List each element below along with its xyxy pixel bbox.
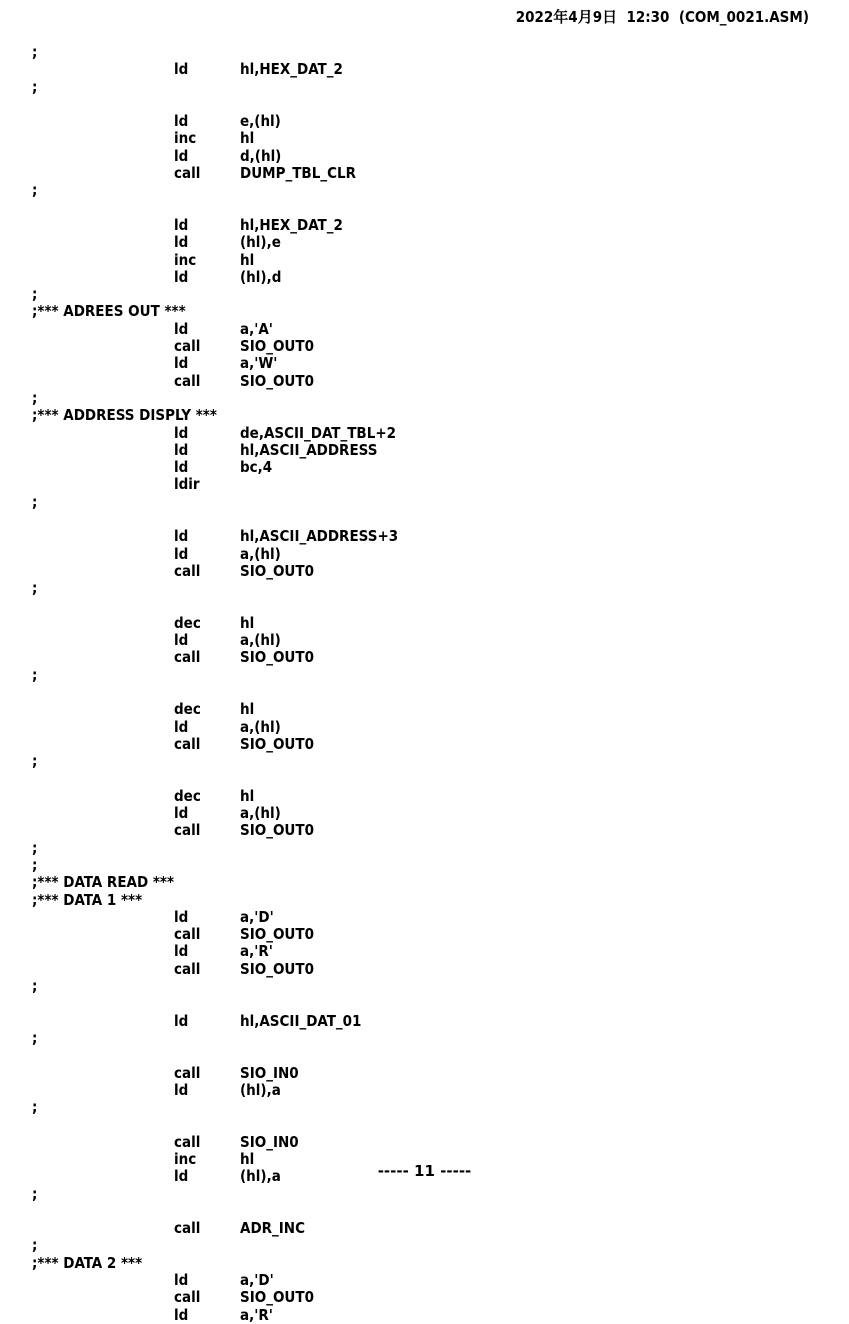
operand: SIO_OUT0 [240,959,314,978]
comment-text: ; [32,1098,38,1117]
comment-line [32,286,832,303]
opcode: call [174,648,201,667]
operand: hl [240,1150,255,1168]
blank-line [32,1116,832,1133]
page-header: 2022年4月9日 12:30 (COM_0021.ASM) [515,8,809,26]
comment-line [32,753,832,770]
comment-text: ;*** DATA 1 *** [32,890,143,909]
opcode: ld [174,319,189,338]
opcode: ld [174,631,189,650]
operand: hl [240,700,255,719]
opcode: ld [174,804,189,823]
blank-line [32,1047,832,1064]
comment-text: ; [32,285,38,304]
code-line [32,1134,832,1151]
opcode: call [174,164,201,183]
operand: a,'D' [240,1271,274,1290]
operand: SIO_OUT0 [240,561,314,580]
comment-line [32,182,832,199]
comment-line [32,1030,832,1047]
operand: SIO_OUT0 [240,337,314,356]
opcode: inc [174,1150,197,1168]
comment-line [32,580,832,597]
opcode: call [174,925,201,944]
comment-line [32,407,832,424]
comment-line [32,79,832,96]
opcode: ld [174,60,189,79]
operand: a,'R' [240,1305,273,1324]
operand: ADR_INC [240,1219,306,1238]
code-line [32,321,832,338]
operand: (hl),d [240,267,282,286]
opcode: ld [174,267,189,286]
code-line [32,926,832,943]
code-line [32,355,832,372]
code-line [32,217,832,234]
operand: SIO_OUT0 [240,1288,314,1307]
operand: (hl),a [240,1080,281,1099]
opcode: call [174,1288,201,1307]
opcode: ld [174,1305,189,1324]
operand: hl,HEX_DAT_2 [240,60,343,79]
code-line [32,234,832,251]
opcode: ld [174,1011,189,1030]
comment-line [32,303,832,320]
comment-line [32,840,832,857]
comment-text: ; [32,579,38,598]
operand: SIO_OUT0 [240,821,314,840]
code-line [32,961,832,978]
opcode: dec [174,700,201,719]
blank-line [32,684,832,701]
opcode: ld [174,1167,189,1186]
comment-text: ; [32,1184,38,1203]
opcode: ld [174,440,189,459]
operand: hl,ASCII_DAT_01 [240,1011,362,1030]
code-line [32,61,832,78]
opcode: ld [174,1271,189,1290]
comment-line [32,390,832,407]
opcode: ld [174,215,189,234]
code-line [32,943,832,960]
code-line [32,701,832,718]
opcode: inc [174,129,197,148]
blank-line [32,511,832,528]
opcode: ld [174,354,189,373]
code-line [32,563,832,580]
comment-text: ; [32,181,38,200]
comment-text: ; [32,752,38,771]
operand: a,'D' [240,907,274,926]
opcode: call [174,561,201,580]
comment-line [32,892,832,909]
code-line [32,373,832,390]
code-line [32,528,832,545]
comment-text: ;*** DATA 2 *** [32,1253,143,1272]
operand: d,(hl) [240,146,282,165]
comment-line [32,494,832,511]
operand: SIO_OUT0 [240,648,314,667]
opcode: call [174,1063,201,1082]
code-line [32,1065,832,1082]
operand: a,(hl) [240,544,281,563]
operand: (hl),e [240,233,281,252]
code-line [32,269,832,286]
operand: hl,ASCII_ADDRESS+3 [240,527,399,546]
operand: a,(hl) [240,804,281,823]
opcode: call [174,959,201,978]
operand: de,ASCII_DAT_TBL+2 [240,423,397,442]
operand: hl [240,250,255,269]
opcode: ld [174,423,189,442]
comment-line [32,1099,832,1116]
comment-text: ; [32,77,38,96]
opcode: call [174,1132,201,1151]
code-line [32,476,832,493]
opcode: ldir [174,475,200,494]
comment-text: ; [32,1028,38,1047]
operand: SIO_IN0 [240,1063,299,1082]
comment-line [32,667,832,684]
code-line [32,649,832,666]
code-line [32,425,832,442]
operand: SIO_OUT0 [240,925,314,944]
operand: SIO_OUT0 [240,371,314,390]
operand: hl,HEX_DAT_2 [240,215,343,234]
operand: hl [240,129,255,148]
opcode: call [174,821,201,840]
code-line [32,736,832,753]
comment-line [32,874,832,891]
comment-text: ; [32,1236,38,1255]
comment-line [32,44,832,61]
opcode: ld [174,146,189,165]
opcode: call [174,1219,201,1238]
code-line [32,805,832,822]
page-number-footer: ----- 11 ----- [377,1162,472,1180]
opcode: ld [174,112,189,131]
operand: (hl),a [240,1167,281,1186]
operand: e,(hl) [240,112,281,131]
operand: a,'A' [240,319,273,338]
opcode: call [174,734,201,753]
code-line [32,130,832,147]
code-line [32,546,832,563]
opcode: ld [174,942,189,961]
operand: a,'R' [240,942,273,961]
opcode: ld [174,458,189,477]
opcode: dec [174,786,201,805]
opcode: ld [174,233,189,252]
comment-line [32,1237,832,1254]
comment-text: ; [32,492,38,511]
code-line [32,459,832,476]
opcode: call [174,337,201,356]
comment-text: ; [32,838,38,857]
blank-line [32,1203,832,1220]
code-line [32,1082,832,1099]
code-line [32,165,832,182]
code-line [32,1289,832,1306]
comment-text: ; [32,665,38,684]
code-line [32,113,832,130]
comment-text: ;*** ADREES OUT *** [32,302,186,321]
comment-line [32,1186,832,1203]
comment-line [32,978,832,995]
operand: hl [240,786,255,805]
code-line [32,632,832,649]
code-line [32,822,832,839]
operand: a,(hl) [240,631,281,650]
code-line [32,252,832,269]
code-line [32,1272,832,1289]
code-line [32,719,832,736]
code-line [32,1220,832,1237]
opcode: dec [174,613,201,632]
blank-line [32,770,832,787]
opcode: ld [174,717,189,736]
comment-text: ; [32,388,38,407]
code-line [32,615,832,632]
comment-text: ; [32,855,38,874]
opcode: ld [174,527,189,546]
comment-line [32,857,832,874]
blank-line [32,995,832,1012]
code-line [32,338,832,355]
operand: bc,4 [240,458,273,477]
opcode: ld [174,544,189,563]
comment-text: ; [32,977,38,996]
opcode: ld [174,907,189,926]
operand: a,'W' [240,354,278,373]
operand: hl [240,613,255,632]
code-line [32,442,832,459]
opcode: call [174,371,201,390]
code-line [32,909,832,926]
comment-line [32,1255,832,1272]
comment-text: ;*** ADDRESS DISPLY *** [32,406,217,425]
opcode: ld [174,1080,189,1099]
blank-line [32,598,832,615]
code-line [32,148,832,165]
code-line [32,1307,832,1324]
code-line [32,1013,832,1030]
operand: SIO_IN0 [240,1132,299,1151]
operand: a,(hl) [240,717,281,736]
code-line [32,788,832,805]
opcode: inc [174,250,197,269]
comment-text: ;*** DATA READ *** [32,873,175,892]
comment-text: ; [32,43,38,61]
blank-line [32,200,832,217]
blank-line [32,96,832,113]
operand: SIO_OUT0 [240,734,314,753]
operand: DUMP_TBL_CLR [240,164,356,183]
operand: hl,ASCII_ADDRESS [240,440,378,459]
assembly-listing [32,44,832,1324]
